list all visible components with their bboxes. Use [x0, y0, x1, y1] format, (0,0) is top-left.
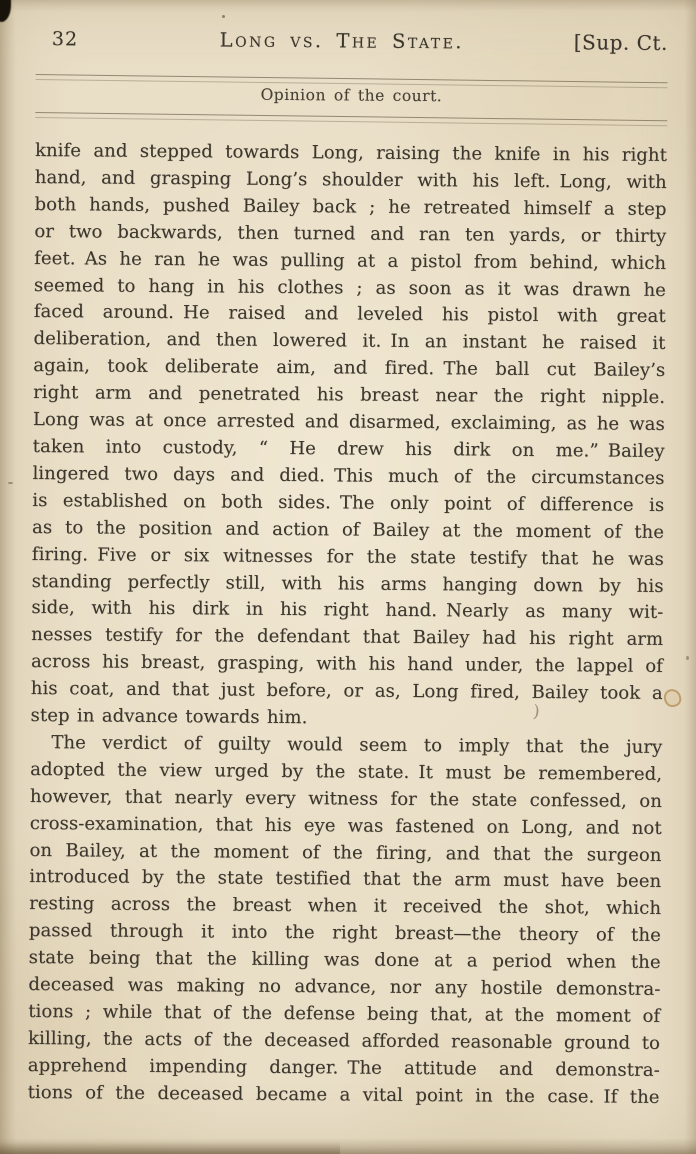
page-header [36, 26, 668, 55]
text-line: lingered two days and died. This much of the circumstances [32, 462, 665, 489]
text-line: adopted the view urged by the state. It must be remembered, [30, 758, 663, 785]
rule-line [36, 74, 668, 83]
text-line: firing. Five or six witnesses for the state testify that he was [31, 543, 664, 570]
text-line: nesses testify for the defendant that Bailey had his right arm [31, 624, 664, 651]
text-line: on Bailey, at the moment of the firing, and that the surgeon [29, 839, 662, 866]
text-line: faced around. He raised and leveled his pistol with great [33, 301, 666, 328]
paper-speck [686, 656, 689, 660]
text-line: step in advance towards him. [30, 705, 308, 729]
text-line: deliberation, and then lowered it. In an instant he raised it [33, 328, 666, 355]
text-line: cross-examination, that his eye was fastened on Long, and not [29, 812, 662, 839]
text-line: or two backwards, then turned and ran ten yards, or thirty [34, 220, 667, 247]
running-head-case-title: Long vs. The State. [219, 28, 465, 54]
page-edge-shadow-left [0, 0, 16, 1154]
stray-paren-mark: ) [531, 701, 541, 723]
text-line: is established on both sides. The only point of difference is [32, 489, 665, 516]
page-content [27, 26, 668, 1108]
text-line: Long was at once arrested and disarmed, exclaiming, as he was [32, 409, 665, 436]
text-line: across his breast, grasping, with his hand under, the lappel of [30, 651, 664, 678]
court-label: [Sup. Ct. [573, 30, 668, 55]
text-line: seemed to hang in his clothes ; as soon as it was drawn he [33, 274, 667, 301]
page-edge-shadow-bottom-left [0, 1142, 340, 1154]
text-line: as to the position and action of Bailey at the moment of the [31, 516, 665, 543]
text-line: killing, the acts of the deceased afforded reasonable ground to [27, 1027, 661, 1054]
text-line: knife and stepped towards Long, raising the knife in his right [34, 139, 668, 166]
body-text [28, 138, 668, 1112]
text-line: feet. As he ran he was pulling at a pistol from behind, which [34, 247, 667, 274]
ink-ring-stain [662, 687, 683, 709]
page-number: 32 [51, 28, 79, 51]
paper-speck [8, 482, 13, 484]
text-line: The verdict of guilty would seem to imply that the jury [51, 732, 663, 758]
header-rule-bottom [35, 112, 667, 126]
text-line: both hands, pushed Bailey back ; he retreated himself a step [34, 193, 667, 220]
text-line: tions of the deceased became a vital point in the case. If the [27, 1081, 660, 1108]
text-line: his coat, and that just before, or as, Long fired, Bailey took a [30, 678, 663, 705]
section-label: Opinion of the court. [260, 85, 443, 106]
page-edge-shadow-top [0, 0, 696, 12]
text-line: tions ; while that of the defense being that, at the moment of [28, 1000, 661, 1027]
text-line: side, with his dirk in his right hand. Nearly as many wit- [31, 597, 664, 624]
text-line: introduced by the state testified that the arm must have been [29, 866, 662, 893]
rule-line [35, 112, 667, 121]
text-line: state being that the killing was done at a period when the [28, 947, 661, 974]
text-line: resting across the breast when it received the shot, which [29, 893, 662, 920]
text-line: right arm and penetrated his breast near the right nipple. [33, 382, 666, 409]
text-line: deceased was making no advance, nor any hostile demonstra- [28, 974, 661, 1001]
text-line: apprehend impending danger. The attitude and demonstra- [27, 1054, 660, 1081]
text-line: taken into custody, “ He drew his dirk on me.” Bailey [32, 435, 665, 462]
text-line: passed through it into the right breast—the theory of the [28, 920, 661, 947]
page-edge-shadow-right [684, 0, 696, 1154]
text-line: however, that nearly every witness for the state confessed, on [29, 785, 663, 812]
paper-speck [222, 15, 225, 18]
text-line: hand, and grasping Long’s shoulder with his left. Long, with [34, 166, 667, 193]
text-line: standing perfectly still, with his arms hanging down by his [31, 570, 664, 597]
text-line: again, took deliberate aim, and fired. The ball cut Bailey’s [33, 355, 666, 382]
